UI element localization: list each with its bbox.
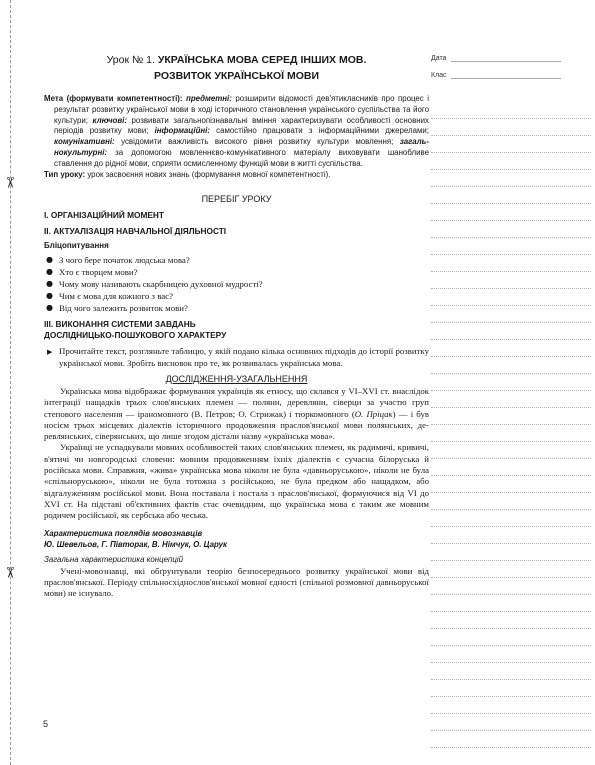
date-field[interactable]	[431, 50, 591, 67]
note-line[interactable]	[431, 527, 591, 544]
note-line[interactable]	[431, 663, 591, 680]
subject-label: предметні:	[186, 94, 232, 103]
authors-block	[44, 528, 429, 550]
bullet-icon: ●	[46, 255, 53, 265]
note-line[interactable]	[431, 238, 591, 255]
note-line[interactable]	[431, 578, 591, 595]
progress-heading: ПЕРЕБІГ УРОКУ	[201, 194, 272, 205]
blitz-heading: Бліцопитування	[44, 241, 109, 251]
note-line[interactable]	[431, 646, 591, 663]
lesson-type-text: урок засвоєння нових знань (формування мовної компетентності).	[87, 169, 331, 179]
goal-label: Мета (формувати компетентності):	[44, 94, 183, 103]
list-item	[44, 302, 429, 314]
note-line[interactable]	[431, 306, 591, 323]
authors-heading: Характеристика поглядів мовознавців	[44, 528, 203, 538]
note-line[interactable]	[431, 272, 591, 289]
section-3-line2: ДОСЛІДНИЦЬКО-ПОШУКОВОГО ХАРАКТЕРУ	[44, 330, 227, 341]
note-line[interactable]	[431, 731, 591, 748]
task-instruction	[44, 346, 429, 369]
note-line[interactable]	[431, 323, 591, 340]
note-line[interactable]	[431, 255, 591, 272]
info-text: самостійно працювати з інформаційними джерелами;	[216, 126, 429, 136]
lesson-type-label: Тип уроку:	[44, 169, 86, 179]
note-line[interactable]	[431, 136, 591, 153]
triangle-arrow-icon: ▶	[47, 348, 53, 357]
task-text: Прочитайте текст, розгляньте таблицю, у якій подано кілька основних підходів до історії розвитку української мови. Зробіть висновок про те, як розвивалась українська мова.	[59, 346, 429, 368]
scissors-icon: ✂	[0, 566, 18, 579]
note-line[interactable]	[431, 204, 591, 221]
question-text: Чому мову називають скарбницею духовної мудрості?	[59, 279, 263, 290]
date-blank[interactable]	[451, 55, 561, 62]
cut-line	[10, 0, 11, 765]
key-label: ключові:	[92, 115, 127, 125]
note-line[interactable]	[431, 493, 591, 510]
title-line2: РОЗВИТОК УКРАЇНСЬКОЇ МОВИ	[153, 70, 320, 82]
note-line[interactable]	[431, 697, 591, 714]
scissors-icon: ✂	[0, 176, 18, 189]
notes-margin	[431, 50, 591, 748]
note-line[interactable]	[431, 374, 591, 391]
date-label: Дата	[431, 55, 447, 62]
note-line[interactable]	[431, 153, 591, 170]
title-line1: УКРАЇНСЬКА МОВА СЕРЕД ІНШИХ МОВ.	[157, 54, 367, 66]
note-line[interactable]	[431, 408, 591, 425]
note-line[interactable]	[431, 612, 591, 629]
note-line[interactable]	[431, 425, 591, 442]
class-blank[interactable]	[451, 72, 561, 79]
subject-text: розширити відомості дев'ятикласників про процес і результат розвитку української мови в ході історичного становлення українського суспільства та його культури;	[54, 94, 429, 125]
lesson-content	[44, 52, 429, 599]
para1-italic: О. Пріцак	[354, 408, 393, 419]
note-line[interactable]	[431, 680, 591, 697]
list-item	[44, 266, 429, 278]
question-list	[44, 254, 429, 314]
note-line[interactable]	[431, 340, 591, 357]
note-line[interactable]	[431, 170, 591, 187]
page-number: 5	[43, 719, 49, 729]
research-heading: ДОСЛІДЖЕННЯ-УЗАГАЛЬНЕННЯ	[165, 373, 308, 384]
lesson-title	[44, 52, 429, 84]
section-3-line1: ІІІ. ВИКОНАННЯ СИСТЕМИ ЗАВДАНЬ	[44, 319, 196, 330]
note-line[interactable]	[431, 391, 591, 408]
list-item	[44, 278, 429, 290]
note-line[interactable]	[431, 561, 591, 578]
paragraph	[44, 386, 429, 442]
info-label: інформаційні:	[154, 126, 210, 136]
concept-text	[44, 566, 429, 600]
bullet-icon: ●	[46, 267, 53, 277]
note-line[interactable]	[431, 510, 591, 527]
paragraph: Учені-мовознавці, які обґрунтували теорію безпосереднього розвитку української мови від праслов'янської. Періоду спільносхіднослов'янської мовної єдності (спільної розмовної давньоруської мови) не існувало.	[44, 565, 429, 599]
comm-label: комунікативні:	[54, 137, 115, 147]
bullet-icon: ●	[46, 303, 53, 313]
paragraph: Українці не успадкували мовних особливостей таких слов'янських племен, як радимичі, кривичі, в'ятичі чи новгородські словени: мовним продовженням їхніх діалектів є сучасна білоруська й російська мови. Справжня, «жива» українська мова ніколи не була «давньоруською», ніколи не була «спільноруською», ніколи не була тотожна з російською, не була предком або нащадком, або відгалуженням російської мови. Вона поставала і постала з праслов'янської, формуючися від VI до XVI ст. На підставі об'єктивних фактів стає очевидним, що українська мова є таким же мовним родичем російської, як сербська або чеська.	[44, 442, 429, 521]
question-text: Хто є творцем мови?	[59, 267, 138, 278]
note-line[interactable]	[431, 187, 591, 204]
note-lines[interactable]	[431, 102, 591, 748]
section-3-heading	[44, 319, 429, 341]
note-line[interactable]	[431, 221, 591, 238]
note-line[interactable]	[431, 119, 591, 136]
title-prefix: Урок № 1.	[106, 54, 158, 66]
cult-label: загальнокультурні:	[54, 137, 430, 157]
note-line[interactable]	[431, 476, 591, 493]
list-item	[44, 254, 429, 266]
lesson-type	[44, 170, 429, 181]
note-line[interactable]	[431, 289, 591, 306]
class-field[interactable]	[431, 67, 591, 84]
note-line[interactable]	[431, 102, 591, 119]
note-line[interactable]	[431, 357, 591, 374]
concept-heading: Загальна характеристика концепцій	[44, 554, 183, 564]
note-line[interactable]	[431, 544, 591, 561]
question-text: Чим є мова для кожного з вас?	[59, 291, 173, 302]
key-text: розвивати загальнопізнавальні вміння характеризувати особливості основних періодів розвитку мови;	[54, 115, 429, 136]
list-item	[44, 290, 429, 302]
note-line[interactable]	[431, 459, 591, 476]
note-line[interactable]	[431, 714, 591, 731]
comm-text: усвідомити важливість високого рівня розвитку культури мовлення;	[121, 137, 394, 147]
class-label: Клас	[431, 72, 447, 79]
section-1-heading: І. ОРГАНІЗАЦІЙНИЙ МОМЕНТ	[44, 210, 164, 221]
bullet-icon: ●	[46, 279, 53, 289]
cult-text: за допомогою мовленнєво-комунікативного матеріалу виховувати шанобливе ставлення до рідної мови, сприяти осмисленному функцій мови в житті суспільства.	[54, 147, 429, 168]
authors-list: Ю. Шевельов, Г. Півторак, В. Німчук, О. Царук	[44, 539, 227, 549]
para1-text-a: Українська мова відображає формування українців як етносу, що склався у VI–XVI ст. внаслідок інтеграції нащадків трьох слов'янських племен — поляни, деревляни, сіверци за участю груп степового населення — іраномовного (В. Петров; О. Стрижак) і тюркомовного (	[44, 385, 429, 419]
section-2-heading: ІІ. АКТУАЛІЗАЦІЯ НАВЧАЛЬНОЇ ДІЯЛЬНОСТІ	[44, 226, 227, 237]
research-text	[44, 386, 429, 522]
lesson-goal	[44, 94, 429, 170]
question-text: Від чого залежить розвиток мови?	[59, 303, 188, 314]
bullet-icon: ●	[46, 291, 53, 301]
note-line[interactable]	[431, 442, 591, 459]
note-line[interactable]	[431, 595, 591, 612]
para1-text-b: ) — і був носієм трьох місцевих діалектів історичного продовження праслов'янської мови полянських, деревлянських, сіверянських, що лише згодом дістали назву «українська мова».	[44, 408, 429, 442]
note-line[interactable]	[431, 629, 591, 646]
question-text: З чого бере початок людська мова?	[59, 255, 190, 266]
